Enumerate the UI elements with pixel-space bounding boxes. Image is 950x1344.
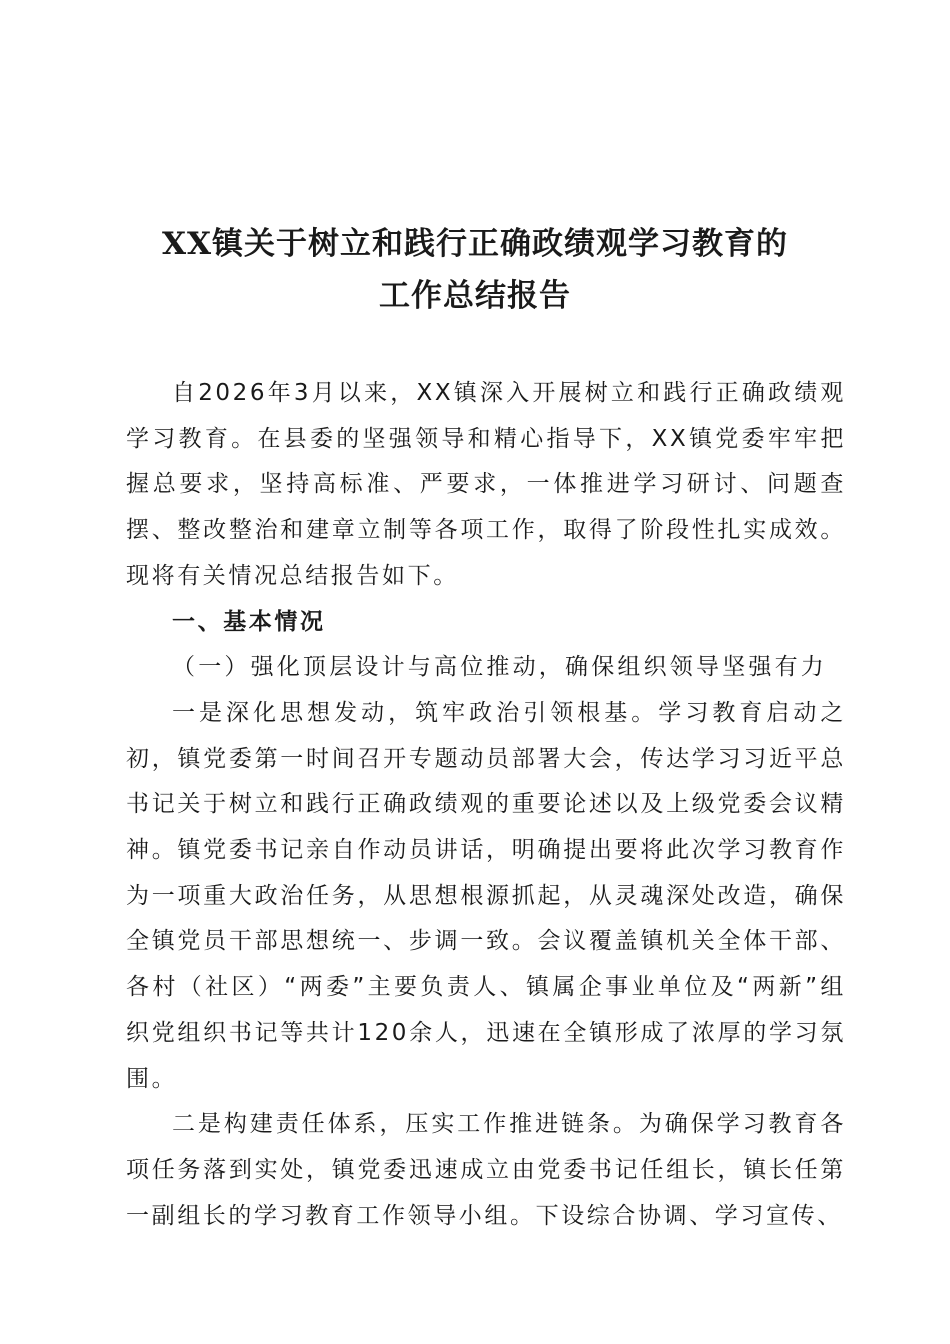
intro-paragraph: 自2026年3月以来，XX镇深入开展树立和践行正确政绩观学习教育。在县委的坚强领导和精心指导下，XX镇党委牢牢把握总要求，坚持高标准、严要求，一体推进学习研讨、问题查摆、整改整治和建章立制等各项工作，取得了阶段性扎实成效。现将有关情况总结报告如下。 xyxy=(126,380,846,589)
document-title-line1: XX镇关于树立和践行正确政绩观学习教育的 xyxy=(161,226,789,262)
subsection-heading: （一）强化顶层设计与高位推动，确保组织领导坚强有力 xyxy=(172,654,827,681)
section-heading: 一、基本情况 xyxy=(172,608,326,635)
document-title-line2: 工作总结报告 xyxy=(379,278,571,314)
document-body xyxy=(126,371,846,1239)
body-paragraph-1: 一是深化思想发动，筑牢政治引领根基。学习教育启动之初，镇党委第一时间召开专题动员部署大会，传达学习习近平总书记关于树立和践行正确政绩观的重要论述以及上级党委会议精神。镇党委书记亲自作动员讲话，明确提出要将此次学习教育作为一项重大政治任务，从思想根源抓起，从灵魂深处改造，确保全镇党员干部思想统一、步调一致。会议覆盖镇机关全体干部、各村（社区）“两委”主要负责人、镇属企事业单位及“两新”组织党组织书记等共计120余人，迅速在全镇形成了浓厚的学习氛围。 xyxy=(126,699,846,1092)
body-paragraph-2: 二是构建责任体系，压实工作推进链条。为确保学习教育各项任务落到实处，镇党委迅速成立由党委书记任组长，镇长任第一副组长的学习教育工作领导小组。下设综合协调、学习宣传、 xyxy=(126,1111,846,1229)
